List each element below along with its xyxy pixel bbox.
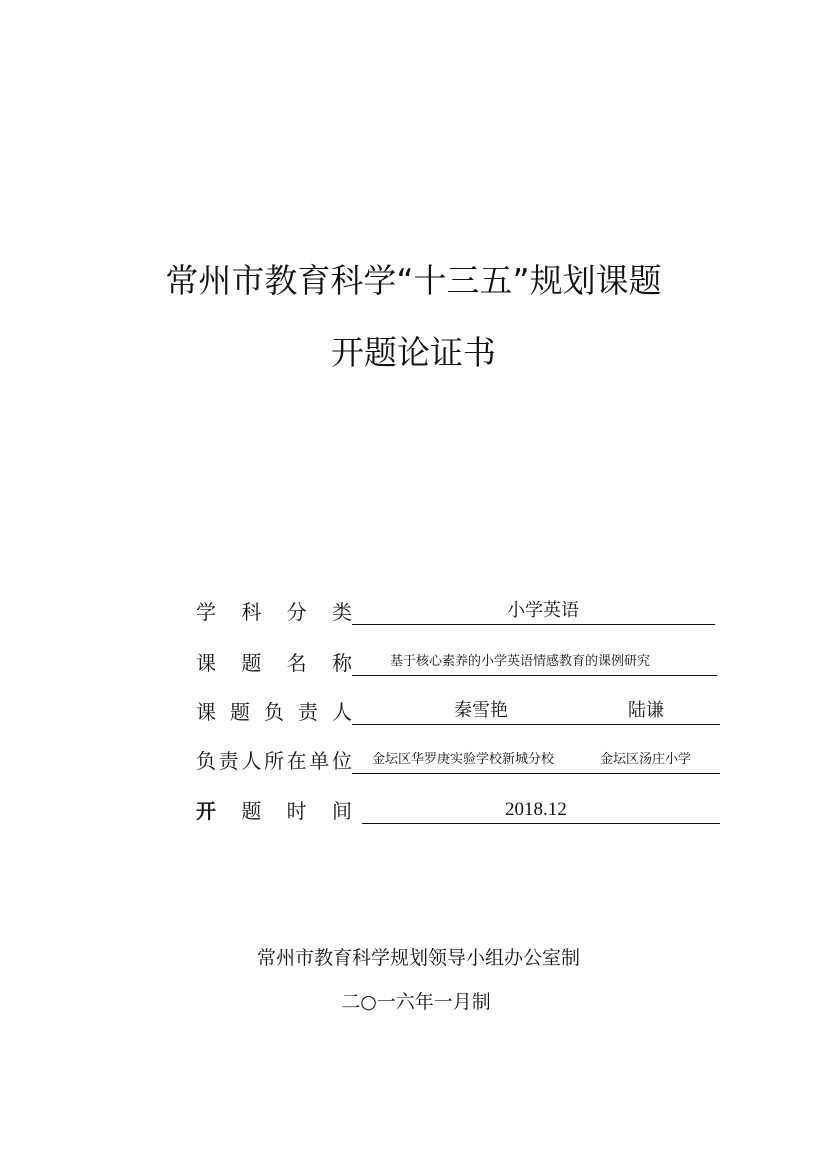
field-leader <box>196 694 726 724</box>
footer-date: 二○一六年一月制 <box>341 991 491 1013</box>
field-opening-time-value: 2018.12 <box>505 799 567 820</box>
field-topic-name <box>196 645 726 675</box>
field-organization-label <box>196 743 352 773</box>
field-leader-value-1: 秦雪艳 <box>454 700 508 721</box>
label-char: 责 <box>298 700 318 724</box>
field-topic-name-label <box>196 645 352 675</box>
field-organization-value-2: 金坛区汤庄小学 <box>600 752 692 767</box>
label-char: 类 <box>331 600 352 624</box>
label-char: 名 <box>286 651 307 675</box>
label-char: 位 <box>331 749 352 773</box>
label-char: 题 <box>241 651 262 675</box>
field-subject-label <box>196 594 352 624</box>
field-leader-value-line <box>352 694 720 725</box>
label-char: 课 <box>196 651 216 675</box>
field-subject <box>196 594 726 624</box>
label-char: 责 <box>218 749 239 773</box>
document-subtitle: 开题论证书 <box>331 333 496 372</box>
label-char: 在 <box>286 749 307 773</box>
field-organization-value-line <box>352 743 720 774</box>
label-char: 称 <box>331 651 352 675</box>
label-char: 所 <box>263 749 284 773</box>
label-char: 题 <box>230 700 250 724</box>
label-char: 人 <box>241 749 262 773</box>
label-char: 负 <box>196 749 216 773</box>
field-organization-value-1: 金坛区华罗庚实验学校新城分校 <box>372 752 555 767</box>
footer-organization: 常州市教育科学规划领导小组办公室制 <box>256 947 580 969</box>
label-char: 单 <box>309 749 330 773</box>
field-topic-name-value: 基于核心素养的小学英语情感教育的课例研究 <box>390 654 651 669</box>
field-subject-value: 小学英语 <box>507 600 579 621</box>
label-char: 学 <box>196 600 216 624</box>
document-title: 常州市教育科学“十三五”规划课题 <box>165 261 662 300</box>
label-char: 间 <box>331 799 352 823</box>
label-char: 题 <box>241 799 262 823</box>
label-char: 人 <box>332 700 352 724</box>
label-char: 科 <box>241 600 262 624</box>
label-char: 课 <box>196 700 216 724</box>
field-leader-value-2: 陆谦 <box>628 700 664 721</box>
label-char: 开 <box>196 799 216 823</box>
field-topic-name-value-line <box>352 645 717 676</box>
field-opening-time-value-line <box>362 793 720 824</box>
field-opening-time <box>196 793 726 823</box>
label-char: 分 <box>286 600 307 624</box>
label-char: 负 <box>264 700 284 724</box>
label-char: 时 <box>286 799 307 823</box>
field-subject-value-line <box>352 594 715 625</box>
field-organization <box>196 743 726 773</box>
field-leader-label <box>196 694 352 724</box>
field-opening-time-label <box>196 793 352 823</box>
